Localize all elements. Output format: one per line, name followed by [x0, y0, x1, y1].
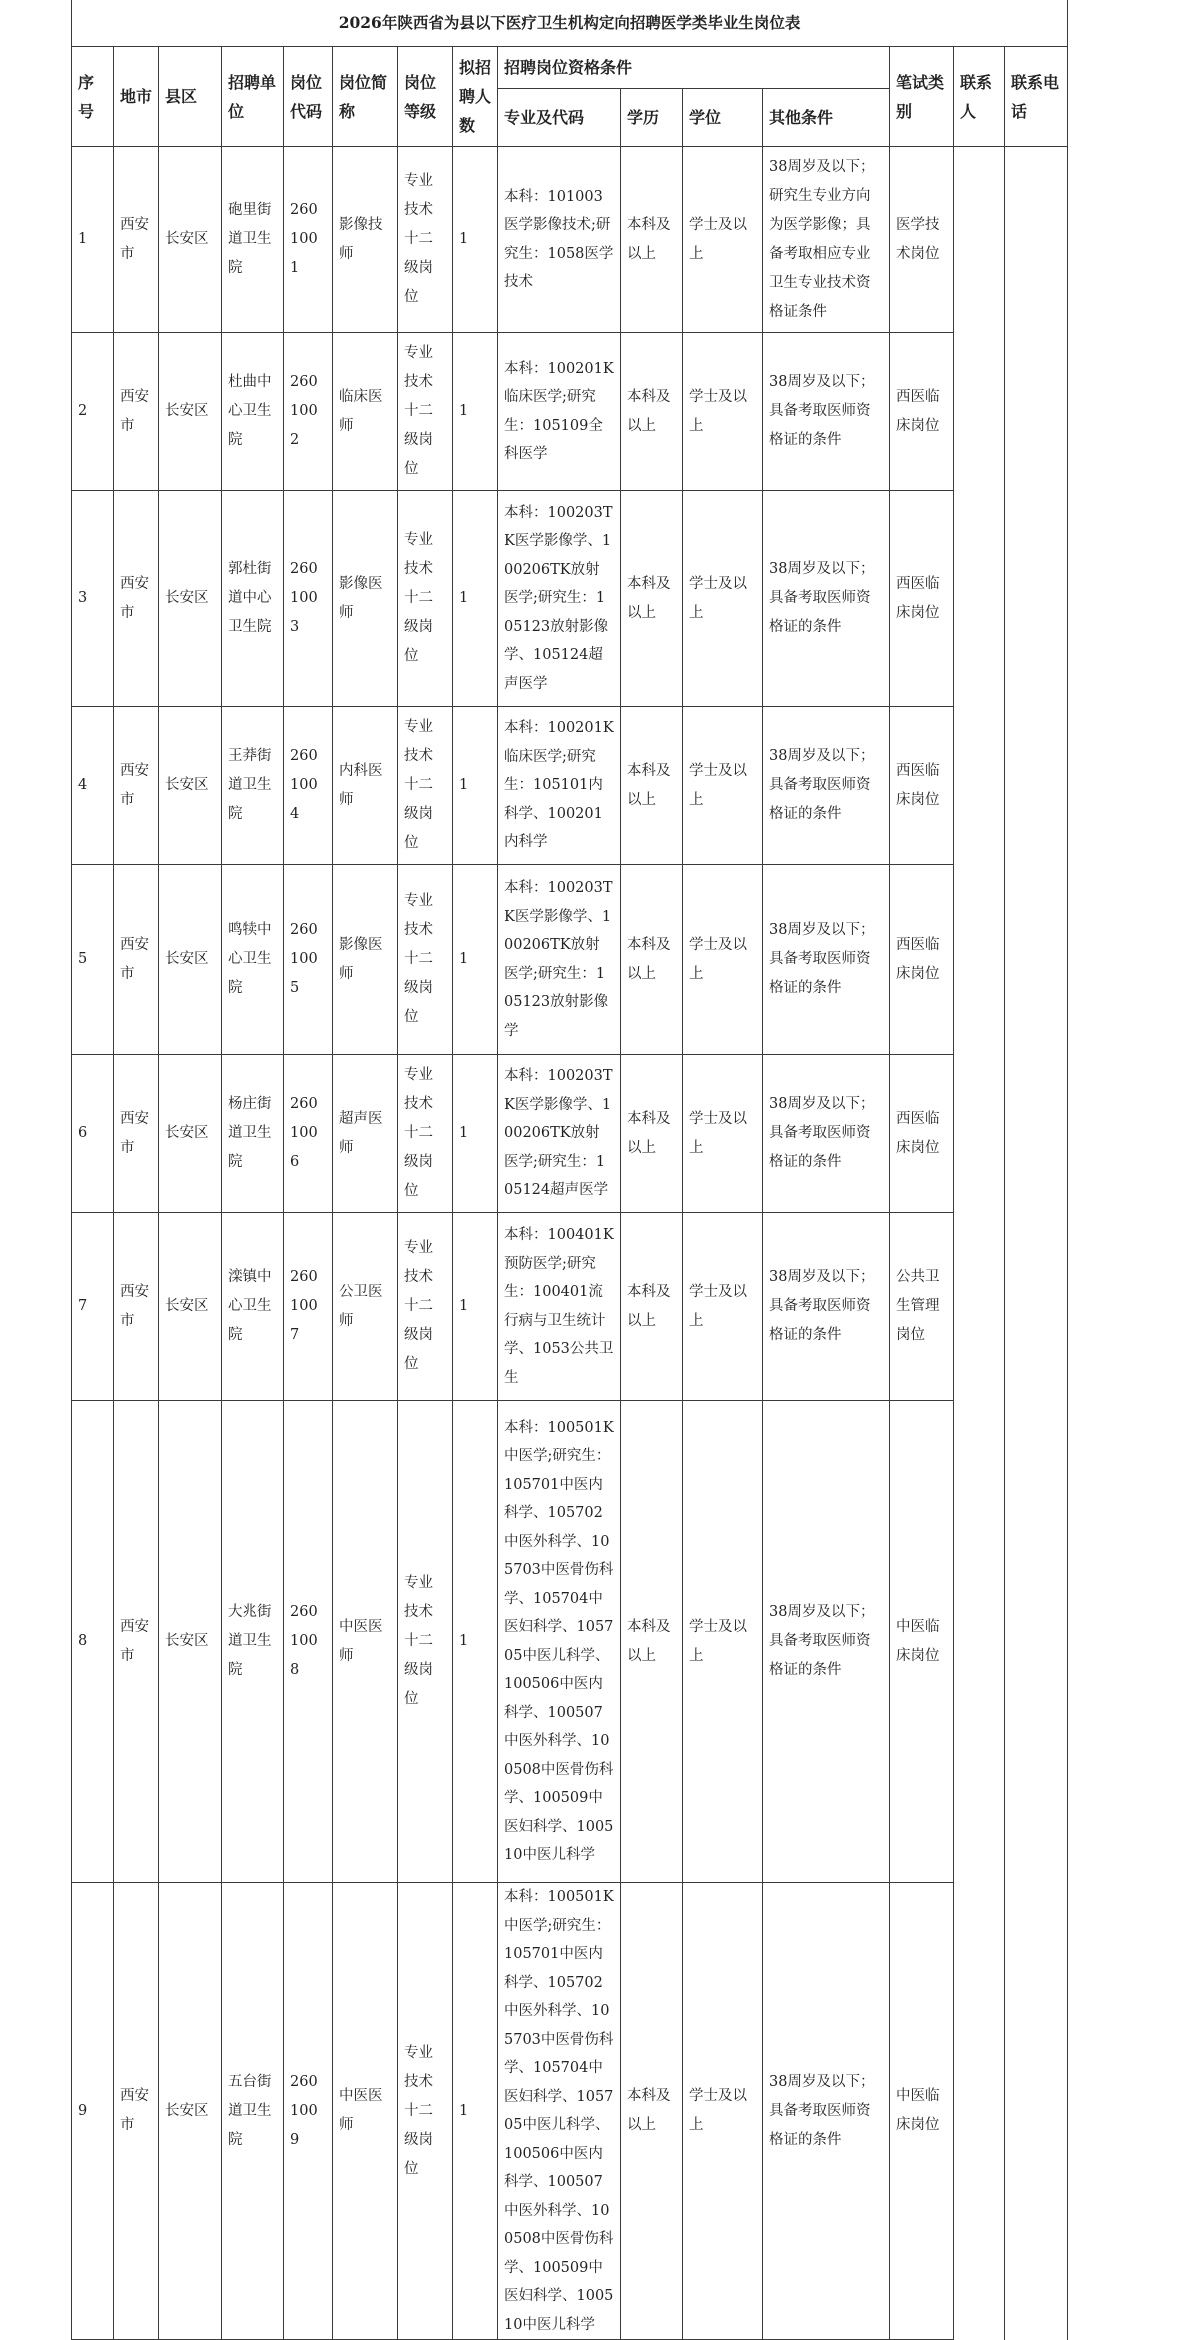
cell-city: 西安市	[114, 1055, 159, 1213]
cell-seq: 9	[72, 1883, 114, 2340]
cell-edu: 本科及以上	[621, 333, 683, 491]
header-level: 岗位等级	[398, 47, 453, 147]
cell-county: 长安区	[159, 333, 222, 491]
cell-name: 内科医师	[333, 707, 398, 865]
cell-other: 38周岁及以下；具备考取医师资格证的条件	[763, 333, 890, 491]
cell-unit: 大兆街道卫生院	[222, 1401, 284, 1883]
cell-exam: 公共卫生管理岗位	[890, 1213, 954, 1401]
cell-degree: 学士及以上	[683, 865, 763, 1055]
table-row	[72, 1055, 1068, 1213]
cell-other: 38周岁及以下；具备考取医师资格证的条件	[763, 1055, 890, 1213]
cell-other: 38周岁及以下；具备考取医师资格证的条件	[763, 1883, 890, 2340]
cell-code: 2601007	[284, 1213, 333, 1401]
cell-county: 长安区	[159, 1883, 222, 2340]
cell-num: 1	[453, 1213, 498, 1401]
cell-city: 西安市	[114, 707, 159, 865]
cell-code: 2601009	[284, 1883, 333, 2340]
cell-county: 长安区	[159, 1213, 222, 1401]
cell-degree: 学士及以上	[683, 1055, 763, 1213]
header-degree: 学位	[683, 89, 763, 147]
cell-city: 西安市	[114, 333, 159, 491]
cell-exam: 西医临床岗位	[890, 865, 954, 1055]
cell-code: 2601002	[284, 333, 333, 491]
cell-name: 公卫医师	[333, 1213, 398, 1401]
cell-exam: 中医临床岗位	[890, 1883, 954, 2340]
cell-name: 影像医师	[333, 491, 398, 707]
header-major: 专业及代码	[498, 89, 621, 147]
cell-num: 1	[453, 333, 498, 491]
cell-exam: 西医临床岗位	[890, 333, 954, 491]
cell-level: 专业技术十二级岗位	[398, 1883, 453, 2340]
cell-num: 1	[453, 707, 498, 865]
cell-county: 长安区	[159, 1055, 222, 1213]
cell-degree: 学士及以上	[683, 333, 763, 491]
cell-level: 专业技术十二级岗位	[398, 147, 453, 333]
cell-edu: 本科及以上	[621, 1883, 683, 2340]
header-unit: 招聘单位	[222, 47, 284, 147]
cell-unit: 鸣犊中心卫生院	[222, 865, 284, 1055]
cell-major: 本科：100501K中医学;研究生：105701中医内科学、105702中医外科学、105703中医骨伤科学、105704中医妇科学、105705中医儿科学、100506中医内科学、100507中医外科学、100508中医骨伤科学、100509中医妇科学、100510中医儿科学	[498, 1401, 621, 1883]
cell-degree: 学士及以上	[683, 1401, 763, 1883]
cell-code: 2601005	[284, 865, 333, 1055]
cell-degree: 学士及以上	[683, 707, 763, 865]
table-row	[72, 1213, 1068, 1401]
cell-code: 2601003	[284, 491, 333, 707]
cell-num: 1	[453, 865, 498, 1055]
table-row	[72, 1401, 1068, 1883]
cell-degree: 学士及以上	[683, 491, 763, 707]
cell-phone	[1005, 147, 1068, 2340]
cell-contact	[954, 147, 1005, 2340]
cell-unit: 砲里街道卫生院	[222, 147, 284, 333]
cell-name: 中医医师	[333, 1883, 398, 2340]
cell-level: 专业技术十二级岗位	[398, 1213, 453, 1401]
cell-seq: 6	[72, 1055, 114, 1213]
cell-seq: 3	[72, 491, 114, 707]
cell-unit: 杜曲中心卫生院	[222, 333, 284, 491]
cell-unit: 王莽街道卫生院	[222, 707, 284, 865]
cell-city: 西安市	[114, 491, 159, 707]
title-row	[72, 0, 1068, 47]
cell-level: 专业技术十二级岗位	[398, 1401, 453, 1883]
cell-name: 中医医师	[333, 1401, 398, 1883]
cell-other: 38周岁及以下；研究生专业方向为医学影像；具备考取相应专业卫生专业技术资格证条件	[763, 147, 890, 333]
cell-unit: 滦镇中心卫生院	[222, 1213, 284, 1401]
cell-code: 2601006	[284, 1055, 333, 1213]
header-exam: 笔试类别	[890, 47, 954, 147]
header-seq: 序号	[72, 47, 114, 147]
cell-seq: 5	[72, 865, 114, 1055]
cell-level: 专业技术十二级岗位	[398, 333, 453, 491]
cell-county: 长安区	[159, 491, 222, 707]
cell-unit: 郭杜街道中心卫生院	[222, 491, 284, 707]
header-contact: 联系人	[954, 47, 1005, 147]
table-row	[72, 1883, 1068, 2340]
header-other: 其他条件	[763, 89, 890, 147]
header-county: 县区	[159, 47, 222, 147]
header-num: 拟招聘人数	[453, 47, 498, 147]
cell-seq: 2	[72, 333, 114, 491]
cell-name: 影像医师	[333, 865, 398, 1055]
cell-major: 本科：100201K临床医学;研究生：105109全科医学	[498, 333, 621, 491]
table-title: 2026年陕西省为县以下医疗卫生机构定向招聘医学类毕业生岗位表	[72, 0, 1068, 47]
cell-other: 38周岁及以下；具备考取医师资格证的条件	[763, 707, 890, 865]
header-qualification: 招聘岗位资格条件	[498, 47, 890, 89]
cell-num: 1	[453, 1401, 498, 1883]
table-row	[72, 491, 1068, 707]
cell-seq: 4	[72, 707, 114, 865]
cell-other: 38周岁及以下；具备考取医师资格证的条件	[763, 1401, 890, 1883]
cell-name: 超声医师	[333, 1055, 398, 1213]
cell-num: 1	[453, 147, 498, 333]
cell-major: 本科：100203TK医学影像学、100206TK放射医学;研究生：105123放射影像学、105124超声医学	[498, 491, 621, 707]
cell-other: 38周岁及以下；具备考取医师资格证的条件	[763, 1213, 890, 1401]
cell-major: 本科：100501K中医学;研究生：105701中医内科学、105702中医外科学、105703中医骨伤科学、105704中医妇科学、105705中医儿科学、100506中医内科学、100507中医外科学、100508中医骨伤科学、100509中医妇科学、100510中医儿科学	[498, 1883, 621, 2340]
cell-county: 长安区	[159, 1401, 222, 1883]
cell-exam: 西医临床岗位	[890, 491, 954, 707]
table-row	[72, 707, 1068, 865]
cell-exam: 医学技术岗位	[890, 147, 954, 333]
cell-city: 西安市	[114, 865, 159, 1055]
job-position-table	[71, 0, 1068, 2340]
cell-num: 1	[453, 1055, 498, 1213]
cell-level: 专业技术十二级岗位	[398, 1055, 453, 1213]
header-phone: 联系电话	[1005, 47, 1068, 147]
cell-edu: 本科及以上	[621, 147, 683, 333]
cell-major: 本科：100201K临床医学;研究生：105101内科学、100201内科学	[498, 707, 621, 865]
cell-level: 专业技术十二级岗位	[398, 865, 453, 1055]
cell-edu: 本科及以上	[621, 707, 683, 865]
cell-edu: 本科及以上	[621, 1401, 683, 1883]
cell-major: 本科：100203TK医学影像学、100206TK放射医学;研究生：105124超声医学	[498, 1055, 621, 1213]
cell-level: 专业技术十二级岗位	[398, 707, 453, 865]
cell-level: 专业技术十二级岗位	[398, 491, 453, 707]
cell-county: 长安区	[159, 707, 222, 865]
cell-name: 临床医师	[333, 333, 398, 491]
header-city: 地市	[114, 47, 159, 147]
cell-code: 2601001	[284, 147, 333, 333]
cell-exam: 西医临床岗位	[890, 1055, 954, 1213]
cell-seq: 8	[72, 1401, 114, 1883]
cell-major: 本科：101003医学影像技术;研究生：1058医学技术	[498, 147, 621, 333]
cell-unit: 五台街道卫生院	[222, 1883, 284, 2340]
cell-unit: 杨庄街道卫生院	[222, 1055, 284, 1213]
cell-city: 西安市	[114, 147, 159, 333]
cell-county: 长安区	[159, 147, 222, 333]
table-row	[72, 333, 1068, 491]
cell-name: 影像技师	[333, 147, 398, 333]
cell-num: 1	[453, 1883, 498, 2340]
cell-other: 38周岁及以下；具备考取医师资格证的条件	[763, 491, 890, 707]
cell-code: 2601004	[284, 707, 333, 865]
cell-major: 本科：100401K预防医学;研究生：100401流行病与卫生统计学、1053公共卫生	[498, 1213, 621, 1401]
cell-seq: 7	[72, 1213, 114, 1401]
cell-county: 长安区	[159, 865, 222, 1055]
cell-degree: 学士及以上	[683, 1213, 763, 1401]
table-row	[72, 147, 1068, 333]
cell-city: 西安市	[114, 1883, 159, 2340]
cell-edu: 本科及以上	[621, 1213, 683, 1401]
cell-major: 本科：100203TK医学影像学、100206TK放射医学;研究生：105123放射影像学	[498, 865, 621, 1055]
cell-edu: 本科及以上	[621, 865, 683, 1055]
cell-city: 西安市	[114, 1401, 159, 1883]
cell-code: 2601008	[284, 1401, 333, 1883]
cell-other: 38周岁及以下；具备考取医师资格证的条件	[763, 865, 890, 1055]
cell-exam: 西医临床岗位	[890, 707, 954, 865]
cell-edu: 本科及以上	[621, 1055, 683, 1213]
header-edu: 学历	[621, 89, 683, 147]
table-row	[72, 865, 1068, 1055]
table-body	[72, 147, 1068, 2340]
header-row-1	[72, 47, 1068, 89]
cell-seq: 1	[72, 147, 114, 333]
header-code: 岗位代码	[284, 47, 333, 147]
cell-num: 1	[453, 491, 498, 707]
cell-degree: 学士及以上	[683, 1883, 763, 2340]
header-name: 岗位简称	[333, 47, 398, 147]
cell-degree: 学士及以上	[683, 147, 763, 333]
cell-edu: 本科及以上	[621, 491, 683, 707]
cell-exam: 中医临床岗位	[890, 1401, 954, 1883]
cell-city: 西安市	[114, 1213, 159, 1401]
